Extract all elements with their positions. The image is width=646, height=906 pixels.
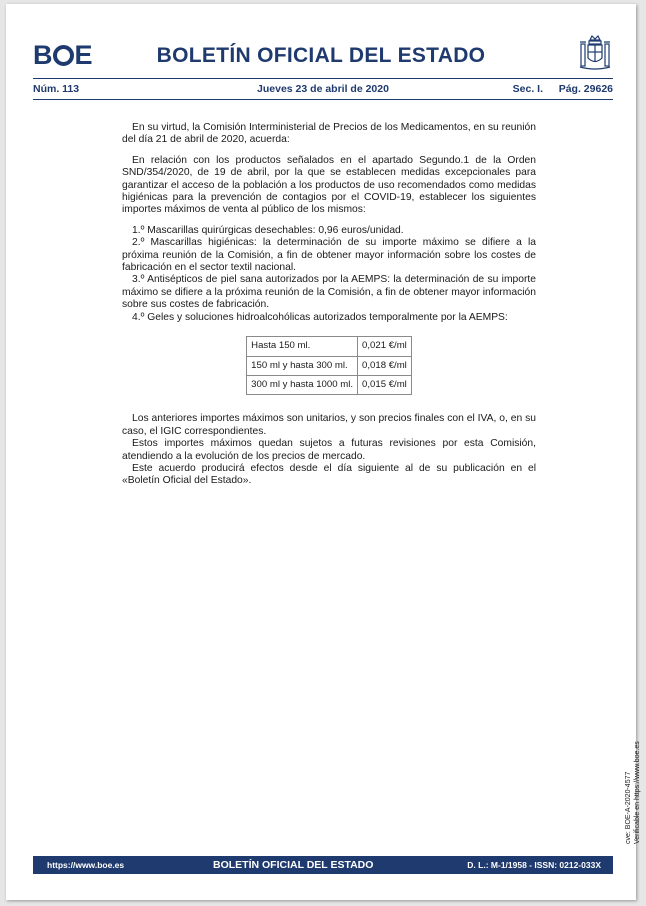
page-title: BOLETÍN OFICIAL DEL ESTADO [156, 44, 486, 67]
header-rule [33, 78, 613, 79]
paragraph: Este acuerdo producirá efectos desde el día siguiente al de su publicación en el «Boletín Oficial del Estado». [122, 462, 536, 487]
list-item: 1.º Mascarillas quirúrgicas desechables: 0,96 euros/unidad. [132, 224, 404, 236]
table-cell-range: 300 ml y hasta 1000 ml. [247, 375, 358, 394]
price-table [246, 336, 412, 395]
boe-logo: B E [33, 40, 92, 70]
paragraph: Estos importes máximos quedan sujetos a futuras revisiones por esta Comisión, atendiendo a la evolución de los precios de mercado. [122, 438, 536, 462]
cve-code: cve: BOE-A-2020-4577 [625, 771, 632, 844]
verification-note [624, 741, 642, 844]
document-page [6, 4, 641, 900]
footer-title: BOLETÍN OFICIAL DEL ESTADO [213, 859, 374, 871]
header-info [33, 83, 613, 97]
legal-deposit: D. L.: M-1/1958 - ISSN: 0212-033X [467, 860, 601, 870]
table-cell-range: 150 ml y hasta 300 ml. [247, 356, 358, 375]
section-label: Sec. I. [512, 83, 543, 95]
document-body [122, 122, 536, 488]
paragraph: Los anteriores importes máximos son unitarios, y son precios finales con el IVA, o, en su caso, el IGIC correspondientes. [122, 413, 536, 437]
paragraph: En relación con los productos señalados en el apartado Segundo.1 de la Orden SND/354/2020, de 19 de abril, por la que se establecen medidas excepcionales para garantizar el acceso de la población a los productos de uso recomendados como medidas higiénicas para la prevención de contagios por el COVID-19, establecer los siguientes importes máximos de venta al público de los mismos: [122, 154, 536, 216]
table-row [247, 375, 412, 394]
table-cell-range: Hasta 150 ml. [247, 337, 358, 356]
paragraph: En su virtud, la Comisión Interministerial de Precios de los Medicamentos, en su reunión del día 21 de abril de 2020, acuerda: [122, 122, 536, 146]
table-row [247, 337, 412, 356]
verify-link[interactable]: Verificable en https://www.boe.es [634, 741, 641, 844]
header-rule-bottom [33, 99, 613, 100]
footer-bar [33, 856, 613, 874]
footer-url-link[interactable]: https://www.boe.es [47, 860, 125, 870]
table-cell-price: 0,015 €/ml [358, 375, 412, 394]
issue-number: Núm. 113 [33, 83, 80, 95]
table-cell-price: 0,018 €/ml [358, 356, 412, 375]
list-item: 3.º Antisépticos de piel sana autorizados por la AEMPS: la determinación de su importe máximo se difiere a la próxima reunión de la Comisión, a fin de obtener mayor información sobre sus costes de fabricación. [122, 274, 536, 311]
page-number: Pág. 29626 [558, 83, 613, 95]
list-item: 2.º Mascarillas higiénicas: la determinación de su importe máximo se difiere a la próxima reunión de la Comisión, a fin de obtener mayor información sobre los costes de fabricación en el sector textil nacional. [122, 237, 536, 274]
issue-date: Jueves 23 de abril de 2020 [257, 83, 389, 95]
table-row [247, 356, 412, 375]
list-item: 4.º Geles y soluciones hidroalcohólicas autorizados temporalmente por la AEMPS: [132, 311, 508, 323]
coat-of-arms-icon [578, 34, 612, 74]
table-cell-price: 0,021 €/ml [358, 337, 412, 356]
item-list [122, 225, 536, 324]
